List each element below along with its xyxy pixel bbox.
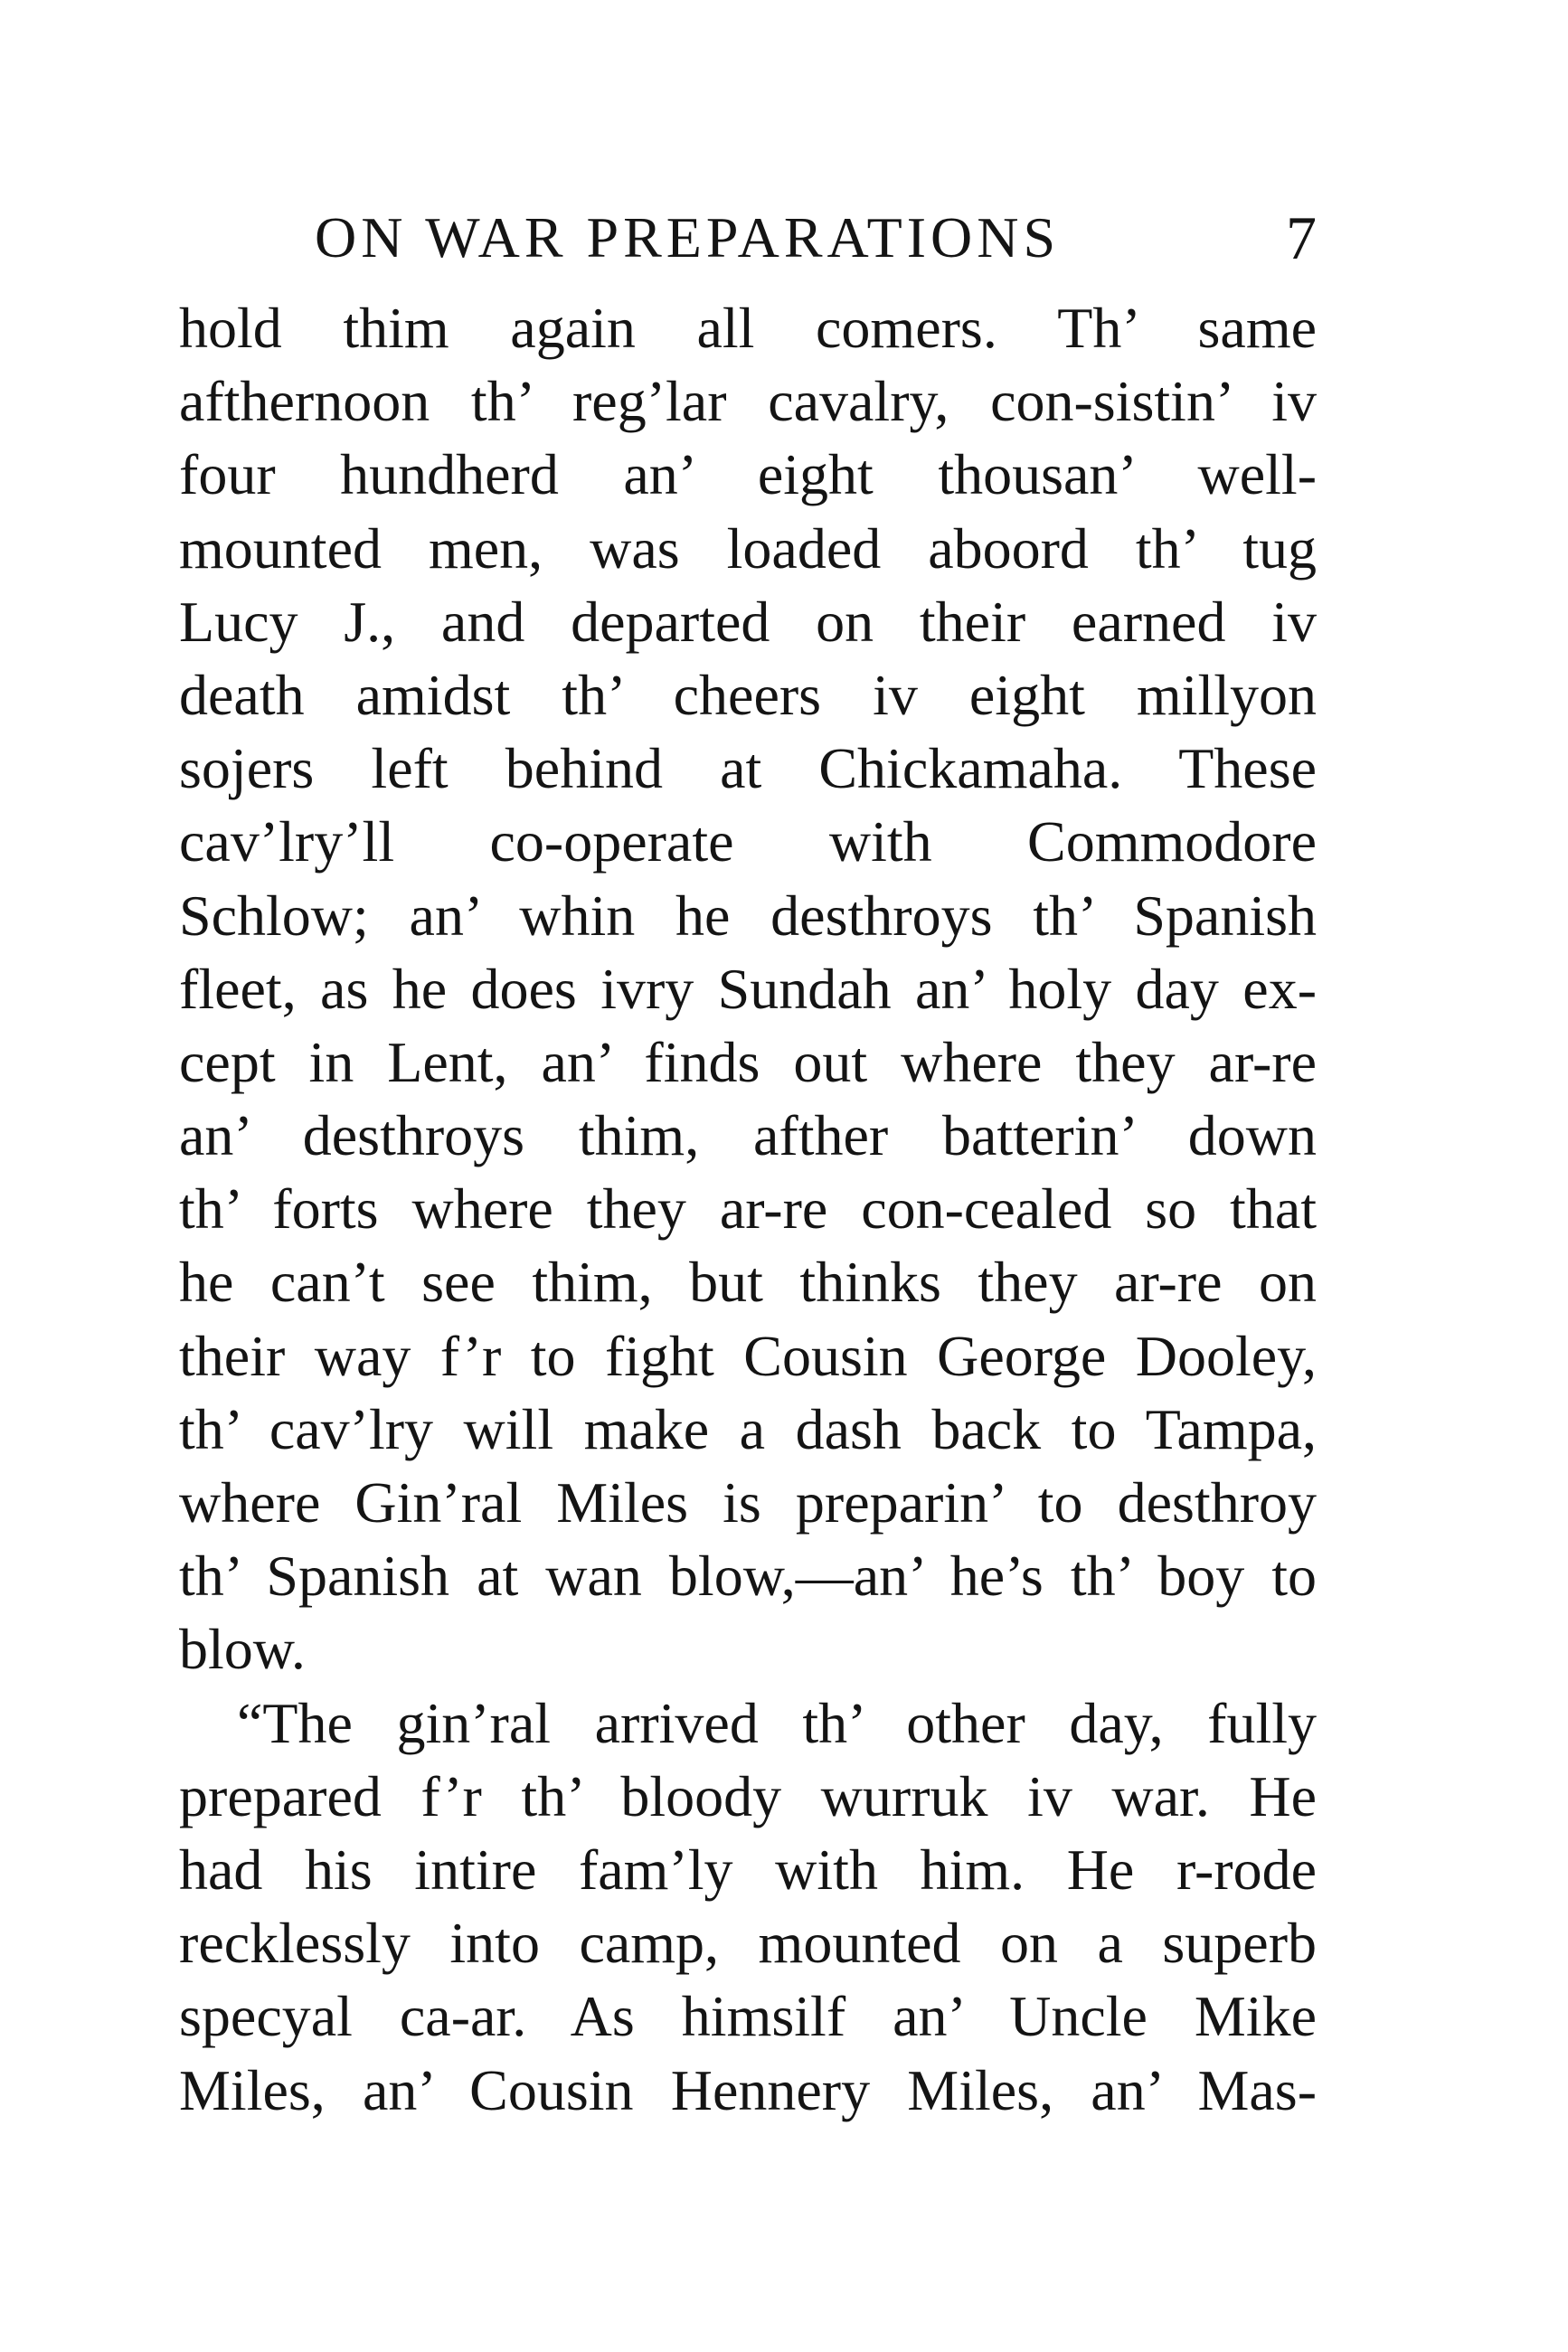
text-line: where Gin’ral Miles is preparin’ to desthroy [179,1470,1317,1535]
body-text [179,291,1317,2127]
text-line: an’ desthroys thim, afther batterin’ down [179,1103,1317,1168]
text-line: th’ forts where they ar-re con-cealed so that [179,1176,1317,1242]
text-line: cept in Lent, an’ finds out where they ar-re [179,1029,1317,1094]
text-line: th’ cav’lry will make a dash back to Tampa, [179,1396,1317,1461]
text-line: Lucy J., and departed on their earned iv [179,589,1317,654]
text-line: death amidst th’ cheers iv eight millyon [179,662,1317,727]
text-line: cav’lry’ll co-operate with Commodore [179,809,1317,874]
text-line: four hundherd an’ eight thousan’ well- [179,442,1317,507]
text-line: th’ Spanish at wan blow,—an’ he’s th’ boy to [179,1544,1317,1609]
text-line: Miles, an’ Cousin Hennery Miles, an’ Mas- [179,2057,1317,2122]
text-line: sojers left behind at Chickamaha. These [179,736,1317,801]
text-line: afthernoon th’ reg’lar cavalry, con-sistin’ iv [179,369,1317,434]
paragraph-start-line: “The gin’ral arrived th’ other day, fully [237,1690,1317,1755]
text-line: their way f’r to fight Cousin George Dooley, [179,1323,1317,1388]
text-line: recklessly into camp, mounted on a superb [179,1911,1317,1976]
running-head [177,197,1317,279]
text-line: fleet, as he does ivry Sundah an’ holy day ex- [179,956,1317,1021]
text-line: specyal ca-ar. As himsilf an’ Uncle Mike [179,1984,1317,2049]
text-line: mounted men, was loaded aboord th’ tug [179,515,1317,581]
text-line: hold thim again all comers. Th’ same [179,296,1317,360]
paragraph-end-line: blow. [179,1617,306,1682]
text-line: he can’t see thim, but thinks they ar-re on [179,1250,1317,1315]
text-line: Schlow; an’ whin he desthroys th’ Spanish [179,883,1317,948]
page-number: 7 [1286,203,1317,272]
text-line: prepared f’r th’ bloody wurruk iv war. He [179,1763,1317,1828]
page-title: ON WAR PREPARATIONS [315,205,1061,269]
text-line: had his intire fam’ly with him. He r-rode [179,1837,1317,1902]
